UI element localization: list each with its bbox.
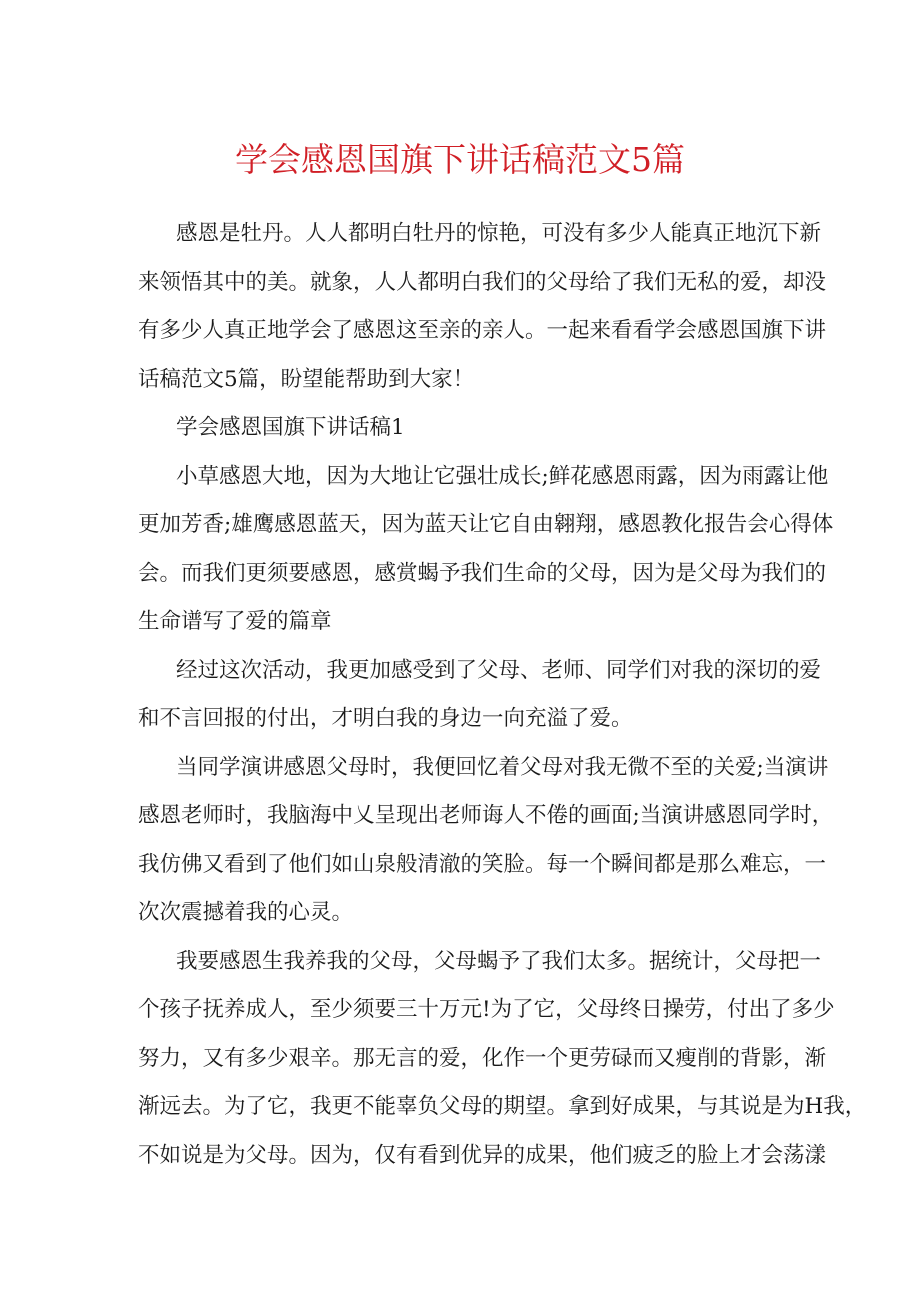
section-heading [138, 404, 788, 453]
text-line: 次次震撼着我的心灵。 [138, 900, 354, 925]
page-title: 学会感恩国旗下讲话稿范文5篇 [235, 140, 685, 179]
text-line: 不如说是为父母。因为，仅有看到优异的成果，他们疲乏的脸上才会荡漾 [138, 1142, 827, 1168]
text-line: 渐远去。为了它，我更不能辜负父母的期望。拿到好成果，与其说是为H我， [138, 1094, 867, 1119]
text-line: 来领悟其中的美。就象，人人都明白我们的父母给了我们无私的爱，却没 [138, 269, 827, 295]
text-line: 我仿佛又看到了他们如山泉般清澈的笑脸。每一个瞬间都是那么难忘，一 [138, 851, 827, 877]
text-line: 当同学演讲感恩父母时，我便回忆着父母对我无微不至的关爱;当演讲 [176, 754, 829, 780]
text-line: 个孩子抚养成人，至少须要三十万元!为了它，父母终日操劳，付出了多少 [138, 997, 835, 1022]
text-line: 感恩老师时，我脑海中乂呈现出老师诲人不倦的画面;当演讲感恩同学时， [138, 803, 834, 828]
text-line: 和不言回报的付出，才明白我的身边一向充溢了爱。 [138, 706, 633, 731]
text-line: 生命谱写了爱的篇章 [138, 609, 332, 634]
paragraph [138, 453, 834, 647]
text-line: 话稿范文5篇，盼望能帮助到大家！ [138, 366, 475, 392]
text-line: 有多少人真正地学会了感恩这至亲的亲人。一起来看看学会感恩国旗下讲 [138, 318, 827, 343]
text-line: 经过这次活动，我更加感受到了父母、老师、同学们对我的深切的爱 [176, 657, 822, 683]
paragraph [138, 938, 867, 1181]
text-line: 努力，又有多少艰辛。那无言的爱，化作一个更劳碌而又瘦削的背影，渐 [138, 1045, 827, 1071]
section-heading-text: 学会感恩国旗下讲话稿1 [176, 415, 405, 440]
document-body [138, 210, 867, 1180]
text-line: 小草感恩大地，因为大地让它强壮成长;鲜花感恩雨露，因为雨露让他 [176, 463, 829, 489]
text-line: 我要感恩生我养我的父母，父母蝎予了我们太多。据统计，父母把一 [176, 948, 822, 974]
text-line: 会。而我们更须要感恩，感赏蝎予我们生命的父母，因为是父母为我们的 [138, 560, 827, 586]
paragraph [138, 647, 822, 744]
text-line: 感恩是牡丹。人人都明白牡丹的惊艳，可没有多少人能真正地沉下新 [176, 221, 822, 246]
paragraph-intro [138, 210, 827, 404]
paragraph [138, 744, 834, 938]
text-line: 更加芳香;雄鹰感恩蓝天，因为蓝天让它自由翱翔，感恩教化报告会心得体 [138, 512, 834, 537]
